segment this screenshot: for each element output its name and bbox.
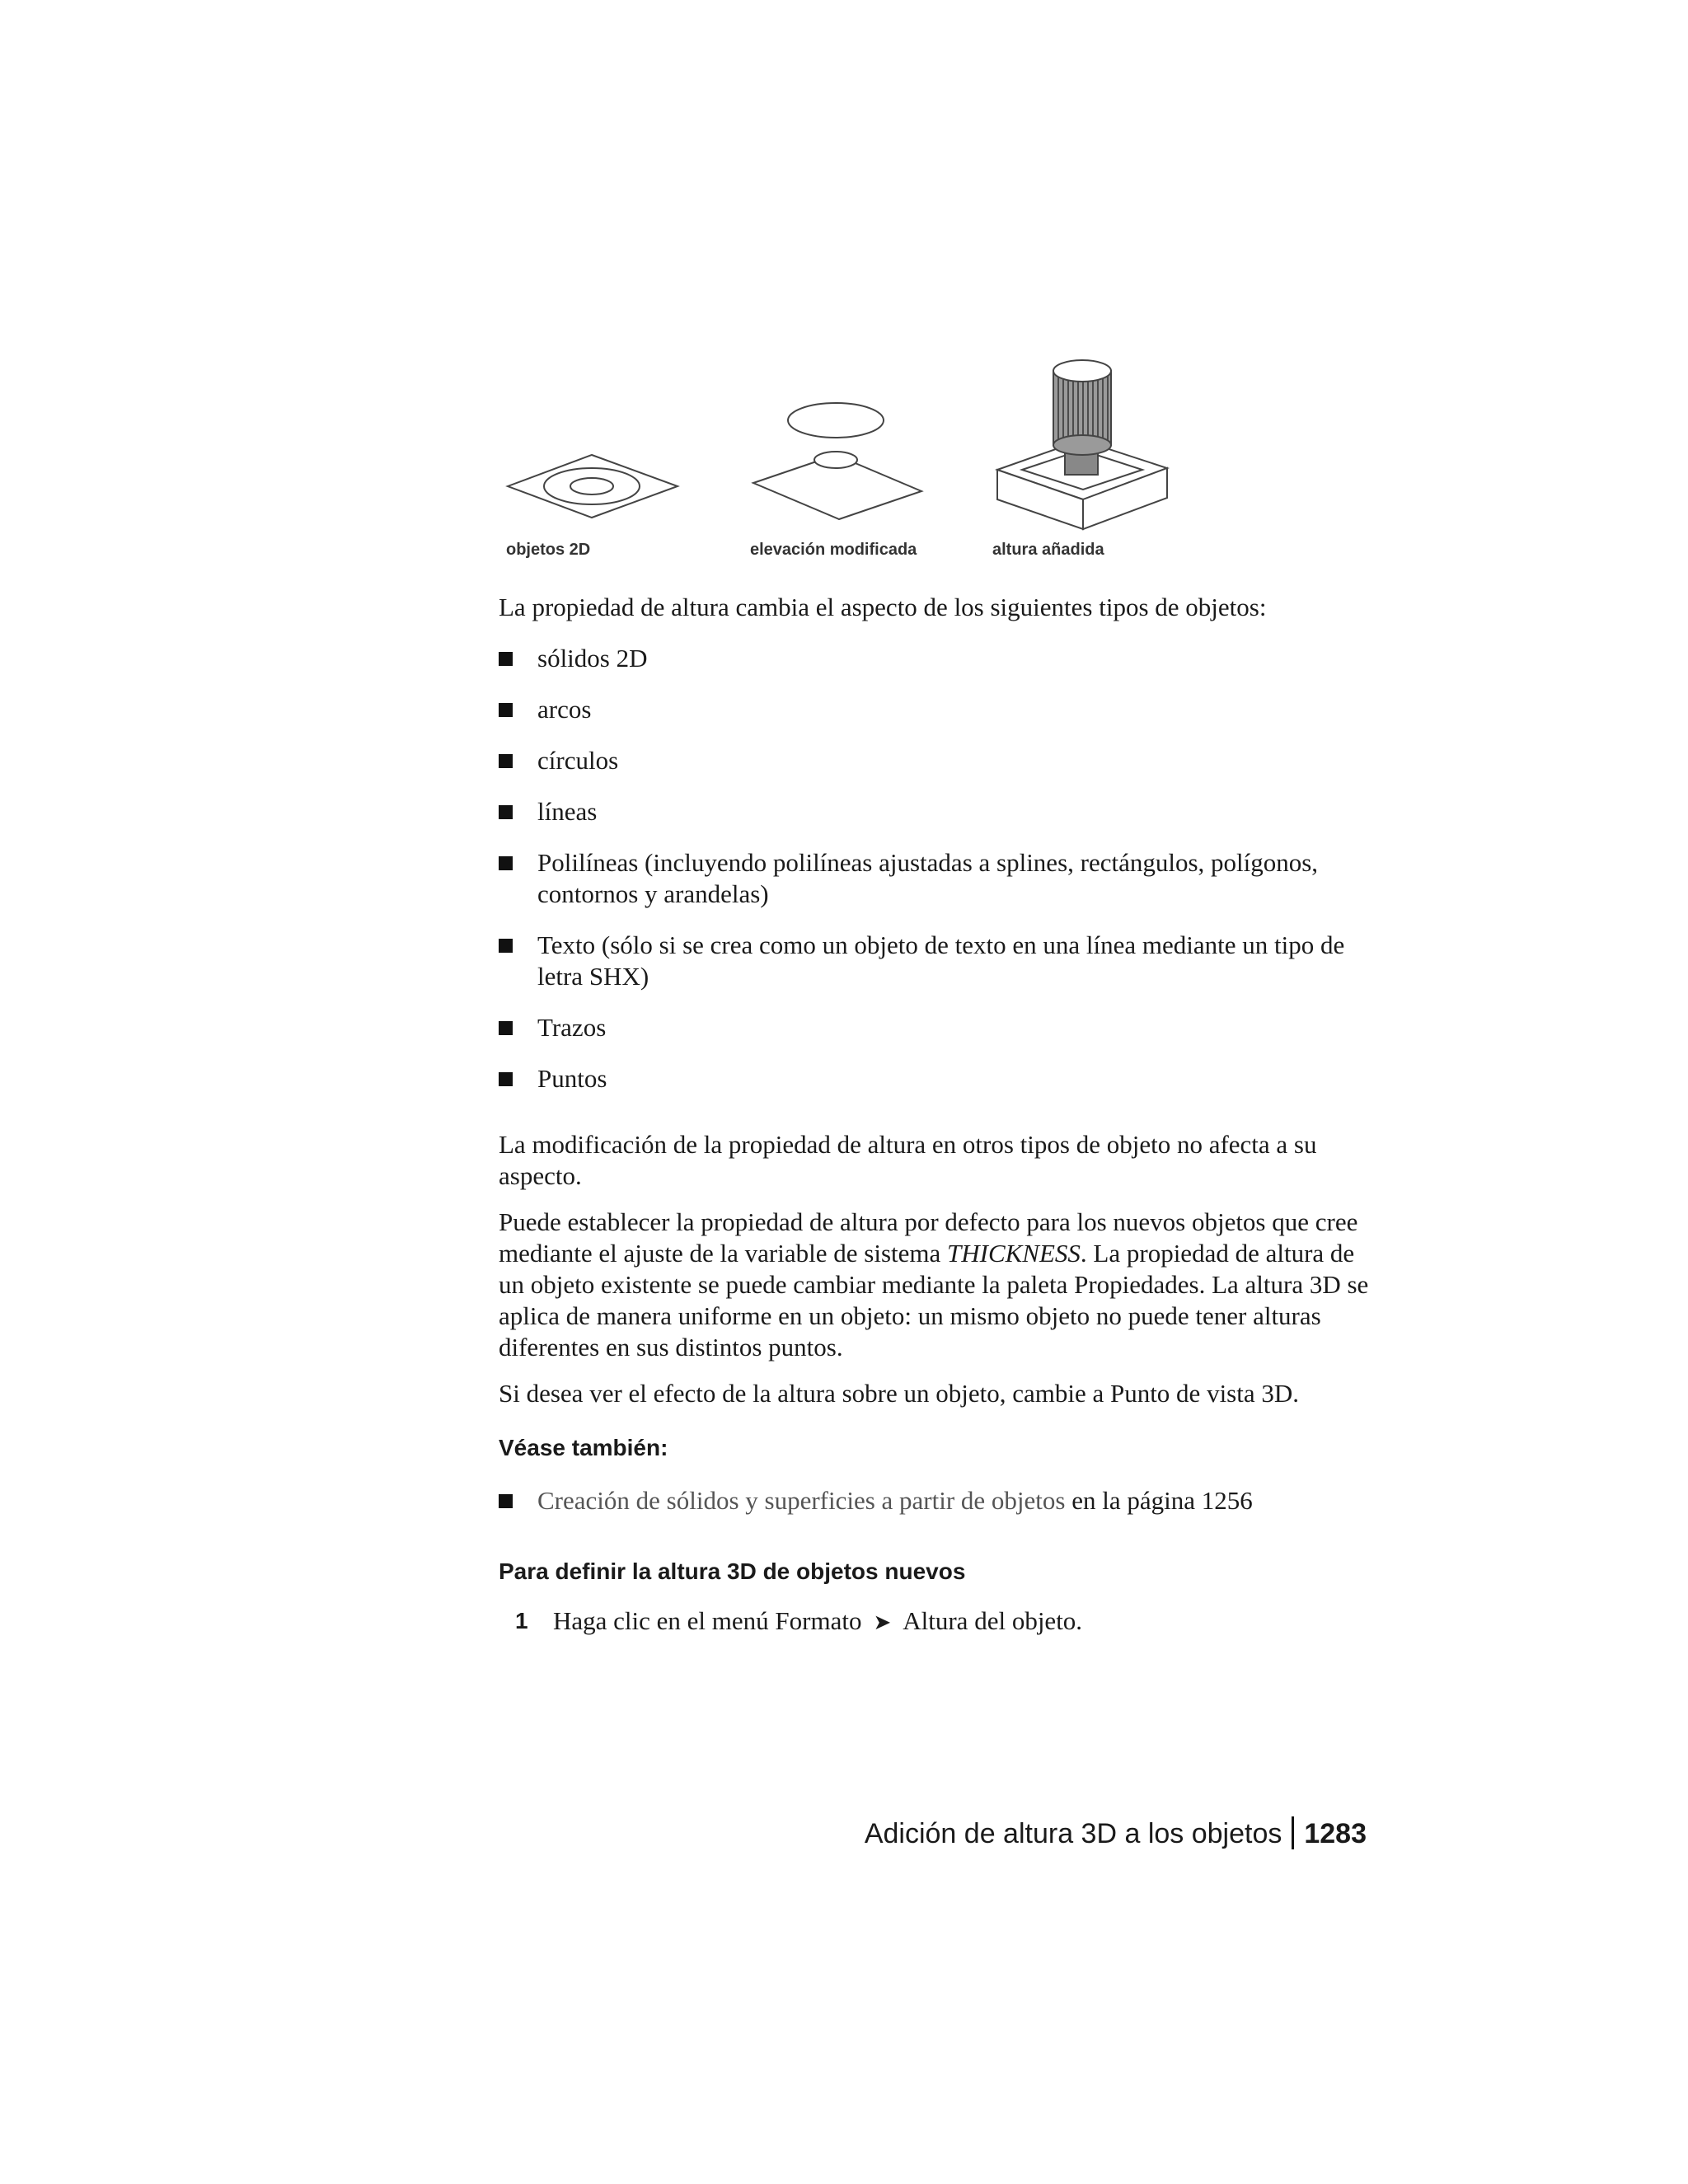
procedure-step [499,1605,1372,1638]
see-also-link[interactable]: Creación de sólidos y superficies a partir de objetos [537,1486,1066,1515]
bullet-icon [499,1021,513,1035]
see-also-page-ref: en la página 1256 [1065,1486,1253,1515]
see-also-heading: Véase también: [499,1435,668,1460]
list-item [499,930,1372,992]
bullet-icon [499,652,513,666]
step-text-end: Altura del objeto. [903,1606,1083,1635]
list-item-text: sólidos 2D [537,644,648,673]
list-item-text: líneas [537,797,598,826]
list-item-text: Trazos [537,1013,607,1042]
bullet-icon [499,805,513,819]
default-text-end: . La propiedad de altura de un objeto existente se puede cambiar mediante la paleta Propiedades. La altura 3D se aplica de manera uniforme en un objeto: un mismo objeto no puede tener alturas diferentes en sus distintos puntos. [499,1239,1369,1361]
list-item-text: Puntos [537,1064,607,1093]
list-item [499,847,1372,910]
footer-section-title: Adición de altura 3D a los objetos [864,1818,1282,1849]
bullet-icon [499,754,513,768]
list-item [499,1012,1372,1043]
figure-label-2d: objetos 2D [506,541,591,559]
footer-separator [1292,1816,1294,1849]
cylinder-bottom [1053,435,1111,455]
list-item-text: círculos [537,746,619,775]
menu-arrow-icon: ➤ [873,1610,892,1634]
default-text-start: Puede establecer la propiedad de altura por defecto para los nuevos objetos que cree mediante el ajuste de la variable de sistema [499,1207,1358,1268]
extruded-objects-drawing [997,360,1167,529]
view-paragraph: Si desea ver el efecto de la altura sobre un objeto, cambie a Punto de vista 3D. [499,1379,1300,1408]
list-item [499,643,1372,674]
elevated-large-circle [788,403,884,438]
list-item [499,694,1372,725]
flat-inner-circle [570,478,613,494]
body-content [499,592,1372,1638]
intro-paragraph: La propiedad de altura cambia el aspecto de los siguientes tipos de objetos: [499,593,1267,621]
default-thickness-paragraph [499,1207,1372,1363]
flat-outer-circle [544,468,640,504]
thickness-illustration [495,346,1203,544]
list-item [499,796,1372,827]
bullet-icon [499,856,513,870]
see-also-list [499,1485,1372,1516]
figure-label-elevation: elevación modificada [750,541,917,559]
list-item-text: Polilíneas (incluyendo polilíneas ajustadas a splines, rectángulos, polígonos, contornos y arandelas) [537,848,1319,908]
page-number: 1283 [1304,1818,1367,1849]
list-item [499,1063,1372,1094]
list-item-text: Texto (sólo si se crea como un objeto de texto en una línea mediante un tipo de letra SHX) [537,930,1345,991]
see-also-item [499,1485,1372,1516]
list-item-text: arcos [537,695,592,724]
page-footer [865,1816,1367,1850]
procedure-heading: Para definir la altura 3D de objetos nuevos [499,1558,966,1584]
flat-2d-objects-drawing [508,455,678,518]
other-types-paragraph: La modificación de la propiedad de altura en otros tipos de objeto no afecta a su aspecto. [499,1130,1317,1190]
flat-square [508,455,678,518]
elevated-objects-drawing [753,403,921,519]
system-variable-name: THICKNESS [947,1239,1081,1268]
object-types-list [499,643,1372,1094]
step-number: 1 [515,1608,528,1633]
list-item [499,745,1372,776]
bullet-icon [499,703,513,717]
elevated-small-circle [814,452,857,468]
bullet-icon [499,1494,513,1508]
cylinder-top [1053,360,1111,382]
bullet-icon [499,1072,513,1086]
illustration-figure [495,346,1203,577]
bullet-icon [499,939,513,953]
figure-label-thickness: altura añadida [992,541,1104,559]
step-text-start: Haga clic en el menú Formato [553,1606,862,1635]
